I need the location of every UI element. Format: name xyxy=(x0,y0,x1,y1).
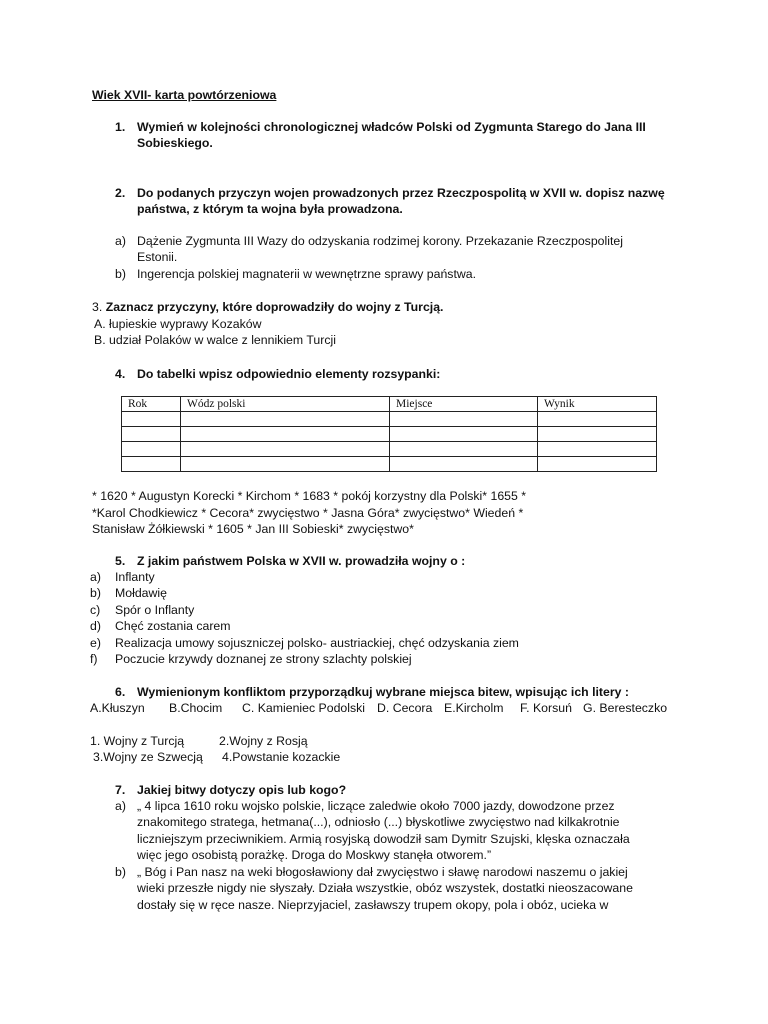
table-cell[interactable] xyxy=(122,442,181,457)
table-header-row xyxy=(122,397,657,412)
q1-number: 1. xyxy=(115,120,126,134)
q7-b-label: b) xyxy=(115,865,126,879)
table-cell[interactable] xyxy=(122,457,181,472)
q7-a-quote xyxy=(137,798,630,864)
q2-line1: Do podanych przyczyn wojen prowadzonych przez Rzeczpospolitą w XVII w. dopisz nazwę xyxy=(137,186,665,200)
q5-item-label: f) xyxy=(90,652,98,667)
q2-a-label: a) xyxy=(115,234,126,248)
q5-item-text: Realizacja umowy sojuszniczej polsko- austriackiej, chęć odzyskania ziem xyxy=(115,635,519,650)
table-cell[interactable] xyxy=(181,427,390,442)
q3-text: Zaznacz przyczyny, które doprowadziły do wojny z Turcją. xyxy=(105,300,444,314)
battle-place: E.Kircholm xyxy=(444,701,504,715)
table-cell[interactable] xyxy=(538,442,657,457)
q3-option-b: B. udział Polaków w walce z lennikiem Turcji xyxy=(94,333,336,347)
q7-a-line3: liczniejszym przeciwnikiem. Armią rosyjską dowodził sam Dymitr Szujski, klęska oznaczała xyxy=(137,831,630,846)
q2-a-line1: Dążenie Zygmunta III Wazy do odzyskania rodzimej korony. Przekazanie Rzeczpospolitej xyxy=(137,234,623,248)
q5-item-label: b) xyxy=(90,586,101,601)
table-cell[interactable] xyxy=(538,427,657,442)
q1-line2: Sobieskiego. xyxy=(137,136,213,151)
battle-place: C. Kamieniec Podolski xyxy=(242,701,366,715)
battle-place: B.Chocim xyxy=(169,701,223,715)
q1-line1: Wymień w kolejności chronologicznej władców Polski od Zygmunta Starego do Jana III xyxy=(137,120,646,134)
table-row xyxy=(122,427,657,442)
table-cell[interactable] xyxy=(390,457,538,472)
q3-number: 3. xyxy=(92,300,103,314)
q5-item-label: e) xyxy=(90,635,101,650)
table-cell[interactable] xyxy=(390,412,538,427)
q7-b-line3: dostały się w ręce nasze. Nieprzyjaciel, zasławszy trupem okopy, pola i obóz, ucieka w xyxy=(137,897,609,912)
list-item xyxy=(90,569,519,585)
q6-number: 6. xyxy=(115,685,126,699)
q5-item-label: d) xyxy=(90,619,101,634)
q7-a-line2: znakomitego stratega, hetmana(...), odniosło (...) błyskotliwe zwycięstwo nad kilkakrotnie xyxy=(137,815,620,830)
q7-text: Jakiej bitwy dotyczy opis lub kogo? xyxy=(137,783,347,797)
scatter-line3: Stanisław Żółkiewski * 1605 * Jan III Sobieski* zwycięstwo* xyxy=(92,522,414,536)
q1-text xyxy=(137,119,646,152)
table-row xyxy=(122,442,657,457)
q5-item-text: Chęć zostania carem xyxy=(115,619,231,634)
conflict-2: 2.Wojny z Rosją xyxy=(219,734,308,748)
list-item xyxy=(90,585,519,601)
q7-b-line1: „ Bóg i Pan nasz na weki błogosławiony dał zwycięstwo i sławę narodowi naszemu o jakiej xyxy=(137,865,628,879)
header-miejsce: Miejsce xyxy=(390,397,538,412)
q7-b-quote xyxy=(137,864,633,913)
q7-b-line2: wieki przeszłe nigdy nie słyszały. Działa wszystkie, obóz wszystek, dostatki nieoszacowane xyxy=(137,881,633,896)
q2-b-label: b) xyxy=(115,267,126,281)
table-cell[interactable] xyxy=(181,457,390,472)
battle-place: A.Kłuszyn xyxy=(90,701,145,715)
conflict-3: 3.Wojny ze Szwecją xyxy=(93,750,203,764)
q6-text: Wymienionym konfliktom przyporządkuj wybrane miejsca bitew, wpisując ich litery : xyxy=(137,685,630,699)
answer-table xyxy=(121,396,657,472)
table-cell[interactable] xyxy=(390,427,538,442)
q2-a-text xyxy=(137,233,623,266)
q7-a-line4: więc jego osobistą porażkę. Droga do Moskwy stanęła otworem.” xyxy=(137,848,492,863)
q4-text: Do tabelki wpisz odpowiednio elementy rozsypanki: xyxy=(137,367,441,381)
table-cell[interactable] xyxy=(538,412,657,427)
q7-a-line1: „ 4 lipca 1610 roku wojsko polskie, liczące zaledwie około 7000 jazdy, dowodzone przez xyxy=(137,799,615,813)
q5-number: 5. xyxy=(115,554,126,568)
table-cell[interactable] xyxy=(181,412,390,427)
table-cell[interactable] xyxy=(122,412,181,427)
scatter-line1: * 1620 * Augustyn Korecki * Kirchom * 1683 * pokój korzystny dla Polski* 1655 * xyxy=(92,489,527,503)
list-item xyxy=(90,635,519,651)
q7-number: 7. xyxy=(115,783,126,797)
battle-place: F. Korsuń xyxy=(520,701,572,715)
header-wynik: Wynik xyxy=(538,397,657,412)
q5-item-text: Spór o Inflanty xyxy=(115,602,195,617)
q2-line2: państwa, z którym ta wojna była prowadzona. xyxy=(137,202,403,217)
q5-item-text: Mołdawię xyxy=(115,586,167,601)
table-row xyxy=(122,457,657,472)
header-rok: Rok xyxy=(122,397,181,412)
q2-text xyxy=(137,185,665,218)
scatter-line2: *Karol Chodkiewicz * Cecora* zwycięstwo * Jasna Góra* zwycięstwo* Wiedeń * xyxy=(92,505,524,520)
list-item xyxy=(90,651,519,667)
list-item xyxy=(90,618,519,634)
scatter-list xyxy=(92,488,526,538)
table-cell[interactable] xyxy=(538,457,657,472)
q5-item-text: Inflanty xyxy=(115,570,155,584)
q2-b-text: Ingerencja polskiej magnaterii w wewnętrzne sprawy państwa. xyxy=(137,267,477,281)
q7-a-label: a) xyxy=(115,799,126,813)
q3-question xyxy=(92,299,443,315)
q5-item-label: c) xyxy=(90,602,101,617)
battle-place: G. Beresteczko xyxy=(583,701,668,715)
q2-a-line2: Estonii. xyxy=(137,250,178,265)
header-wodz: Wódz polski xyxy=(181,397,390,412)
list-item xyxy=(90,602,519,618)
battle-place: D. Cecora xyxy=(377,701,433,715)
q5-text: Z jakim państwem Polska w XVII w. prowadziła wojny o : xyxy=(137,554,466,568)
table-row xyxy=(122,412,657,427)
q2-number: 2. xyxy=(115,186,126,200)
table-cell[interactable] xyxy=(390,442,538,457)
table-cell[interactable] xyxy=(181,442,390,457)
q5-item-label: a) xyxy=(90,570,101,584)
page-title: Wiek XVII- karta powtórzeniowa xyxy=(92,88,277,102)
conflict-1: 1. Wojny z Turcją xyxy=(90,734,185,748)
q5-item-text: Poczucie krzywdy doznanej ze strony szlachty polskiej xyxy=(115,652,412,667)
table-cell[interactable] xyxy=(122,427,181,442)
conflict-4: 4.Powstanie kozackie xyxy=(222,750,341,764)
q4-number: 4. xyxy=(115,367,126,381)
q5-list xyxy=(90,569,519,667)
q3-option-a: A. łupieskie wyprawy Kozaków xyxy=(94,317,262,331)
